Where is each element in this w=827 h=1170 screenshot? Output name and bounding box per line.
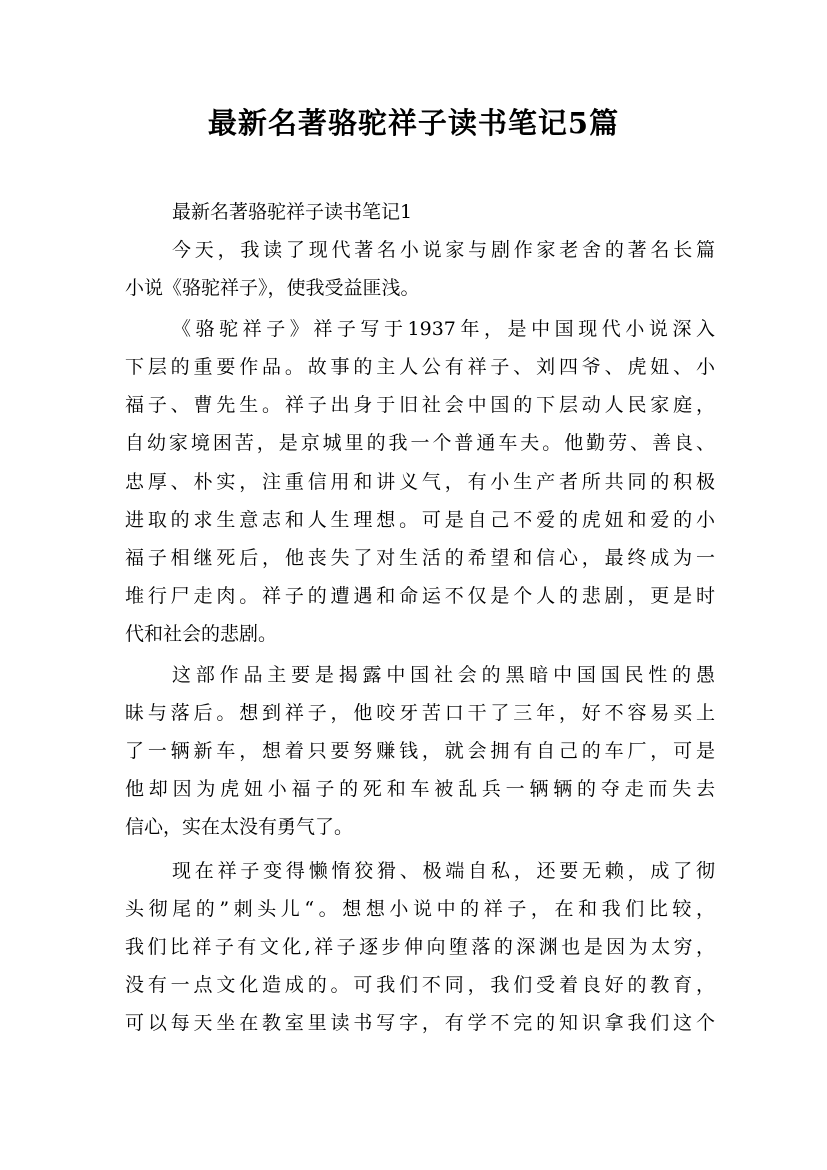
- paragraph-line: 堆行尸走肉。祥子的遭遇和命运不仅是个人的悲剧，更是时: [125, 585, 715, 607]
- paragraph-line: 代和社会的悲剧。: [125, 623, 278, 645]
- document-title: 最新名著骆驼祥子读书笔记5篇: [207, 106, 620, 140]
- paragraph-line: 信心，实在太没有勇气了。: [125, 816, 354, 838]
- paragraph-line: 福子、曹先生。祥子出身于旧社会中国的下层动人民家庭，: [125, 394, 715, 416]
- paragraph-line: 《骆驼祥子》祥子写于1937年，是中国现代小说深入: [172, 318, 715, 340]
- paragraph-line: 了一辆新车，想着只要努赚钱，就会拥有自己的车厂，可是: [125, 740, 715, 762]
- paragraph-line: 下层的重要作品。故事的主人公有祥子、刘四爷、虎妞、小: [125, 356, 715, 378]
- paragraph-line: 小说《骆驼祥子》，使我受益匪浅。: [125, 277, 420, 299]
- paragraph-line: 自幼家境困苦，是京城里的我一个普通车夫。他勤劳、善良、: [125, 432, 715, 454]
- paragraph-line: 昧与落后。想到祥子，他咬牙苦口干了三年，好不容易买上: [125, 702, 715, 724]
- paragraph-line: 可以每天坐在教室里读书写字，有学不完的知识拿我们这个: [125, 1012, 715, 1034]
- paragraph-line: 头彻尾的”刺头儿“。想想小说中的祥子，在和我们比较，: [125, 898, 715, 920]
- paragraph-line: 忠厚、朴实，注重信用和讲义气，有小生产者所共同的积极: [125, 471, 715, 493]
- paragraph-line: 进取的求生意志和人生理想。可是自己不爱的虎妞和爱的小: [125, 509, 715, 531]
- paragraph-line: 现在祥子变得懒惰狡猾、极端自私，还要无赖，成了彻: [172, 860, 715, 882]
- paragraph-line: 这部作品主要是揭露中国社会的黑暗中国国民性的愚: [172, 664, 715, 686]
- paragraph-line: 我们比祥子有文化,祥子逐步伸向堕落的深渊也是因为太穷，: [125, 936, 715, 958]
- paragraph-line: 今天，我读了现代著名小说家与剧作家老舍的著名长篇: [172, 239, 715, 261]
- paragraph-line: 没有一点文化造成的。可我们不同，我们受着良好的教育，: [125, 974, 715, 996]
- paragraph-line: 福子相继死后，他丧失了对生活的希望和信心，最终成为一: [125, 547, 715, 569]
- paragraph-line: 他却因为虎妞小福子的死和车被乱兵一辆辆的夺走而失去: [125, 778, 715, 800]
- subtitle-line: 最新名著骆驼祥子读书笔记1: [172, 201, 413, 223]
